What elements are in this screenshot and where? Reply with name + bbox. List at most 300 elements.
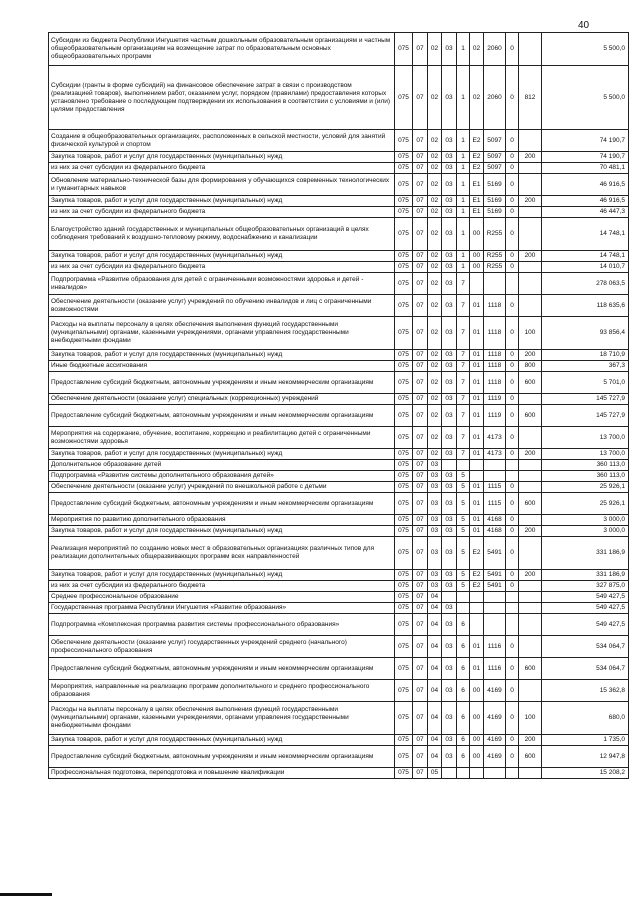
code-subprogram: 1	[457, 163, 470, 174]
code-direction: R255	[484, 251, 506, 262]
code-section: 07	[413, 449, 428, 460]
code-admin: 075	[395, 735, 413, 746]
code-digit: 0	[506, 218, 519, 251]
code-direction	[484, 768, 506, 779]
row-sum: 118 635,6	[542, 295, 629, 317]
code-subprogram: 5	[457, 537, 470, 570]
code-subprogram: 1	[457, 130, 470, 152]
code-event: 01	[470, 515, 484, 526]
row-sum: 46 916,5	[542, 196, 629, 207]
table-row	[49, 482, 629, 493]
row-name: Реализация мероприятий по созданию новых мест в образовательных организациях различных типов для реализации дополнительных общеразвивающих программ всех направленностей	[49, 537, 395, 570]
code-event: E2	[470, 152, 484, 163]
code-subsection: 03	[428, 581, 442, 592]
code-subsection: 02	[428, 394, 442, 405]
row-sum: 12 947,8	[542, 746, 629, 768]
code-subsection: 02	[428, 295, 442, 317]
code-subsection: 02	[428, 196, 442, 207]
code-section: 07	[413, 515, 428, 526]
row-sum: 680,0	[542, 702, 629, 735]
code-subprogram: 7	[457, 405, 470, 427]
code-subprogram: 5	[457, 581, 470, 592]
code-section: 07	[413, 482, 428, 493]
code-subsection: 04	[428, 658, 442, 680]
code-event: 00	[470, 746, 484, 768]
row-sum: 25 926,1	[542, 482, 629, 493]
code-expense-type	[519, 33, 542, 66]
code-subsection: 02	[428, 317, 442, 350]
code-expense-type: 200	[519, 449, 542, 460]
bottom-rule	[0, 893, 52, 896]
code-subprogram: 5	[457, 482, 470, 493]
code-program: 03	[442, 636, 457, 658]
code-digit: 0	[506, 405, 519, 427]
code-direction: 5097	[484, 130, 506, 152]
code-admin: 075	[395, 427, 413, 449]
code-expense-type: 200	[519, 152, 542, 163]
table-row	[49, 163, 629, 174]
code-subsection: 02	[428, 66, 442, 130]
budget-table	[48, 32, 629, 779]
code-program: 03	[442, 427, 457, 449]
code-section: 07	[413, 471, 428, 482]
code-section: 07	[413, 768, 428, 779]
row-sum: 74 190,7	[542, 152, 629, 163]
code-direction: 5169	[484, 207, 506, 218]
code-subsection: 03	[428, 537, 442, 570]
code-subsection: 02	[428, 152, 442, 163]
code-admin: 075	[395, 746, 413, 768]
code-expense-type	[519, 636, 542, 658]
row-sum: 18 710,9	[542, 350, 629, 361]
code-event: 00	[470, 262, 484, 273]
code-direction: 4169	[484, 680, 506, 702]
code-section: 07	[413, 273, 428, 295]
code-direction: 5097	[484, 152, 506, 163]
code-event: 01	[470, 526, 484, 537]
code-event	[470, 614, 484, 636]
code-digit: 0	[506, 394, 519, 405]
code-subprogram: 5	[457, 570, 470, 581]
table-row	[49, 526, 629, 537]
code-admin: 075	[395, 515, 413, 526]
code-event: 00	[470, 251, 484, 262]
code-subprogram: 6	[457, 636, 470, 658]
code-subsection: 03	[428, 515, 442, 526]
code-section: 07	[413, 526, 428, 537]
table-row	[49, 394, 629, 405]
row-sum: 13 700,0	[542, 427, 629, 449]
code-section: 07	[413, 636, 428, 658]
row-sum: 15 362,8	[542, 680, 629, 702]
code-event: E1	[470, 196, 484, 207]
code-digit: 0	[506, 581, 519, 592]
code-digit: 0	[506, 317, 519, 350]
code-event	[470, 471, 484, 482]
code-program: 03	[442, 350, 457, 361]
code-program: 03	[442, 174, 457, 196]
code-subsection: 02	[428, 273, 442, 295]
table-row	[49, 537, 629, 570]
code-subprogram: 1	[457, 33, 470, 66]
code-program: 03	[442, 702, 457, 735]
row-sum: 5 500,0	[542, 33, 629, 66]
table-row	[49, 680, 629, 702]
code-digit	[506, 460, 519, 471]
code-admin: 075	[395, 130, 413, 152]
code-digit: 0	[506, 66, 519, 130]
budget-table-container	[48, 32, 628, 779]
code-expense-type: 200	[519, 526, 542, 537]
code-subprogram: 7	[457, 449, 470, 460]
code-section: 07	[413, 130, 428, 152]
code-digit: 0	[506, 746, 519, 768]
code-event: 01	[470, 405, 484, 427]
code-subprogram: 1	[457, 196, 470, 207]
table-row	[49, 273, 629, 295]
code-program	[442, 768, 457, 779]
code-program	[442, 592, 457, 603]
code-direction: 5169	[484, 196, 506, 207]
code-digit: 0	[506, 361, 519, 372]
code-expense-type	[519, 207, 542, 218]
code-event: 00	[470, 702, 484, 735]
code-subsection: 04	[428, 746, 442, 768]
code-program: 03	[442, 471, 457, 482]
row-sum: 13 700,0	[542, 449, 629, 460]
code-subsection: 02	[428, 449, 442, 460]
row-name: Обеспечение деятельности (оказание услуг) учреждений по внешкольной работе с детьми	[49, 482, 395, 493]
code-section: 07	[413, 66, 428, 130]
code-subsection: 02	[428, 207, 442, 218]
code-event: E1	[470, 207, 484, 218]
code-admin: 075	[395, 394, 413, 405]
code-digit	[506, 273, 519, 295]
code-direction	[484, 460, 506, 471]
code-subprogram	[457, 592, 470, 603]
code-digit	[506, 768, 519, 779]
row-name: Обновление материально-технической базы для формирования у обучающихся современных технологических и гуманитарных навыков	[49, 174, 395, 196]
code-admin: 075	[395, 295, 413, 317]
code-event: 01	[470, 493, 484, 515]
row-name: Предоставление субсидий бюджетным, автономным учреждениям и иным некоммерческим организациям	[49, 372, 395, 394]
code-subsection: 03	[428, 482, 442, 493]
table-row	[49, 735, 629, 746]
table-row	[49, 460, 629, 471]
code-admin: 075	[395, 207, 413, 218]
code-section: 07	[413, 350, 428, 361]
row-sum: 367,3	[542, 361, 629, 372]
code-program: 03	[442, 537, 457, 570]
code-event: E2	[470, 581, 484, 592]
code-event	[470, 603, 484, 614]
table-row	[49, 449, 629, 460]
table-row	[49, 581, 629, 592]
code-subsection: 04	[428, 702, 442, 735]
row-name: Предоставление субсидий бюджетным, автономным учреждениям и иным некоммерческим организациям	[49, 405, 395, 427]
row-name: из них за счет субсидии из федерального бюджета	[49, 262, 395, 273]
code-subprogram	[457, 768, 470, 779]
code-subsection: 02	[428, 372, 442, 394]
code-section: 07	[413, 295, 428, 317]
table-row	[49, 218, 629, 251]
code-admin: 075	[395, 273, 413, 295]
table-row	[49, 471, 629, 482]
code-digit: 0	[506, 207, 519, 218]
row-sum: 14 748,1	[542, 251, 629, 262]
code-subsection: 02	[428, 33, 442, 66]
code-direction: 4169	[484, 746, 506, 768]
code-direction: 1116	[484, 636, 506, 658]
code-direction: 5491	[484, 537, 506, 570]
code-event: E2	[470, 163, 484, 174]
code-section: 07	[413, 427, 428, 449]
row-name: Предоставление субсидий бюджетным, автономным учреждениям и иным некоммерческим организациям	[49, 746, 395, 768]
code-section: 07	[413, 152, 428, 163]
code-section: 07	[413, 460, 428, 471]
code-admin: 075	[395, 768, 413, 779]
table-row	[49, 592, 629, 603]
code-subprogram: 1	[457, 262, 470, 273]
row-sum: 46 447,3	[542, 207, 629, 218]
table-row	[49, 372, 629, 394]
code-program: 03	[442, 196, 457, 207]
code-digit: 0	[506, 152, 519, 163]
code-digit: 0	[506, 427, 519, 449]
code-digit: 0	[506, 449, 519, 460]
code-event: E1	[470, 174, 484, 196]
code-subprogram	[457, 460, 470, 471]
code-admin: 075	[395, 405, 413, 427]
code-expense-type	[519, 262, 542, 273]
code-program: 03	[442, 394, 457, 405]
code-section: 07	[413, 174, 428, 196]
row-sum: 14 748,1	[542, 218, 629, 251]
row-sum: 360 113,0	[542, 471, 629, 482]
row-sum: 549 427,5	[542, 603, 629, 614]
code-admin: 075	[395, 603, 413, 614]
code-digit: 0	[506, 636, 519, 658]
row-name: из них за счет субсидии из федерального бюджета	[49, 207, 395, 218]
code-program: 03	[442, 251, 457, 262]
code-digit: 0	[506, 570, 519, 581]
code-digit: 0	[506, 295, 519, 317]
code-program: 03	[442, 262, 457, 273]
code-program: 03	[442, 33, 457, 66]
code-digit	[506, 592, 519, 603]
code-direction: 2060	[484, 66, 506, 130]
code-subsection: 02	[428, 218, 442, 251]
code-section: 07	[413, 493, 428, 515]
row-sum: 25 926,1	[542, 493, 629, 515]
row-name: Расходы на выплаты персоналу в целях обеспечения выполнения функций государственными (муниципальными) органами, казенными учреждениями, органами управления государственными внебюджетными фондами	[49, 317, 395, 350]
code-direction: 1118	[484, 317, 506, 350]
row-name: Обеспечение деятельности (оказание услуг) учреждений по обучению инвалидов и лиц с ограниченными возможностями	[49, 295, 395, 317]
code-direction: R255	[484, 262, 506, 273]
table-row	[49, 207, 629, 218]
row-sum: 3 000,0	[542, 515, 629, 526]
row-name: Иные бюджетные ассигнования	[49, 361, 395, 372]
code-subsection: 02	[428, 262, 442, 273]
code-event: E2	[470, 570, 484, 581]
code-event: 01	[470, 350, 484, 361]
table-row	[49, 405, 629, 427]
code-subprogram: 1	[457, 174, 470, 196]
code-expense-type: 800	[519, 361, 542, 372]
row-name: Закупка товаров, работ и услуг для государственных (муниципальных) нужд	[49, 196, 395, 207]
row-name: Мероприятия на содержание, обучение, воспитание, коррекцию и реабилитацию детей с ограниченными возможностями здоровья	[49, 427, 395, 449]
row-name: Обеспечение деятельности (оказание услуг) специальных (коррекционных) учреждений	[49, 394, 395, 405]
code-digit: 0	[506, 372, 519, 394]
row-name: Расходы на выплаты персоналу в целях обеспечения выполнения функций государственными (муниципальными) органами, казенными учреждениями, органами управления государственными внебюджетными фондами	[49, 702, 395, 735]
table-row	[49, 702, 629, 735]
code-expense-type	[519, 273, 542, 295]
code-event: 01	[470, 427, 484, 449]
code-expense-type	[519, 218, 542, 251]
code-expense-type	[519, 471, 542, 482]
row-name: из них за счет субсидии из федерального бюджета	[49, 163, 395, 174]
code-program: 03	[442, 295, 457, 317]
table-row	[49, 636, 629, 658]
row-sum: 145 727,9	[542, 394, 629, 405]
code-event: 02	[470, 33, 484, 66]
code-subsection: 04	[428, 603, 442, 614]
code-program: 03	[442, 66, 457, 130]
code-expense-type: 100	[519, 702, 542, 735]
code-expense-type: 600	[519, 746, 542, 768]
code-subprogram: 1	[457, 218, 470, 251]
code-subsection: 03	[428, 471, 442, 482]
code-admin: 075	[395, 350, 413, 361]
table-row	[49, 515, 629, 526]
row-name: Дополнительное образование детей	[49, 460, 395, 471]
code-subprogram: 7	[457, 273, 470, 295]
code-admin: 075	[395, 581, 413, 592]
code-subsection: 02	[428, 405, 442, 427]
row-name: Закупка товаров, работ и услуг для государственных (муниципальных) нужд	[49, 449, 395, 460]
row-name: Мероприятия, направленные на реализацию программ дополнительного и среднего профессионального образования	[49, 680, 395, 702]
code-direction	[484, 603, 506, 614]
code-digit	[506, 614, 519, 636]
code-subsection: 04	[428, 735, 442, 746]
code-admin: 075	[395, 526, 413, 537]
code-section: 07	[413, 196, 428, 207]
code-admin: 075	[395, 570, 413, 581]
row-sum: 360 113,0	[542, 460, 629, 471]
code-event: E2	[470, 537, 484, 570]
code-admin: 075	[395, 163, 413, 174]
code-direction: 4168	[484, 515, 506, 526]
code-program: 03	[442, 405, 457, 427]
code-section: 07	[413, 735, 428, 746]
code-direction: 1118	[484, 350, 506, 361]
code-program: 03	[442, 218, 457, 251]
code-section: 07	[413, 592, 428, 603]
code-section: 07	[413, 251, 428, 262]
row-sum: 70 481,1	[542, 163, 629, 174]
code-subprogram: 5	[457, 515, 470, 526]
budget-table-body	[49, 33, 629, 779]
table-row	[49, 493, 629, 515]
code-program: 03	[442, 493, 457, 515]
row-name: Подпрограмма «Развитие системы дополнительного образования детей»	[49, 471, 395, 482]
code-expense-type	[519, 614, 542, 636]
code-digit: 0	[506, 735, 519, 746]
code-subprogram: 6	[457, 680, 470, 702]
code-admin: 075	[395, 196, 413, 207]
code-direction: 1115	[484, 482, 506, 493]
code-expense-type	[519, 163, 542, 174]
code-direction	[484, 592, 506, 603]
code-event: E2	[470, 130, 484, 152]
row-name: Профессиональная подготовка, переподготовка и повышение квалификации	[49, 768, 395, 779]
code-event: 01	[470, 658, 484, 680]
table-row	[49, 317, 629, 350]
table-row	[49, 603, 629, 614]
row-name: Создание в общеобразовательных организациях, расположенных в сельской местности, условий для занятий физической культурой и спортом	[49, 130, 395, 152]
code-expense-type: 600	[519, 405, 542, 427]
table-row	[49, 130, 629, 152]
table-row	[49, 570, 629, 581]
code-program: 03	[442, 317, 457, 350]
row-name: Благоустройство зданий государственных и муниципальных общеобразовательных организаций в целях соблюдения требований к воздушно-тепловому режиму, водоснабжению и канализации	[49, 218, 395, 251]
code-direction	[484, 471, 506, 482]
code-digit: 0	[506, 350, 519, 361]
code-event	[470, 460, 484, 471]
code-program: 03	[442, 614, 457, 636]
code-expense-type	[519, 537, 542, 570]
table-row	[49, 427, 629, 449]
row-name: из них за счет субсидии из федерального бюджета	[49, 581, 395, 592]
code-expense-type: 600	[519, 372, 542, 394]
code-direction: 1119	[484, 394, 506, 405]
code-direction: 5491	[484, 581, 506, 592]
code-subsection: 02	[428, 130, 442, 152]
code-expense-type	[519, 680, 542, 702]
code-program: 03	[442, 581, 457, 592]
code-expense-type: 200	[519, 196, 542, 207]
code-program: 03	[442, 372, 457, 394]
code-admin: 075	[395, 317, 413, 350]
code-expense-type: 200	[519, 251, 542, 262]
code-digit: 0	[506, 196, 519, 207]
table-row	[49, 746, 629, 768]
code-section: 07	[413, 33, 428, 66]
code-subsection: 03	[428, 570, 442, 581]
code-subsection: 02	[428, 427, 442, 449]
code-expense-type	[519, 482, 542, 493]
code-digit	[506, 471, 519, 482]
code-subsection: 05	[428, 768, 442, 779]
code-event: 01	[470, 361, 484, 372]
code-event: 01	[470, 394, 484, 405]
code-section: 07	[413, 405, 428, 427]
code-section: 07	[413, 163, 428, 174]
row-name: Подпрограмма «Комплексная программа развития системы профессионального образования»	[49, 614, 395, 636]
code-event	[470, 768, 484, 779]
row-name: Закупка товаров, работ и услуг для государственных (муниципальных) нужд	[49, 526, 395, 537]
code-program: 03	[442, 482, 457, 493]
row-name: Закупка товаров, работ и услуг для государственных (муниципальных) нужд	[49, 735, 395, 746]
code-digit: 0	[506, 526, 519, 537]
code-direction	[484, 273, 506, 295]
table-row	[49, 196, 629, 207]
code-section: 07	[413, 603, 428, 614]
row-sum: 5 701,0	[542, 372, 629, 394]
code-subprogram: 7	[457, 295, 470, 317]
code-section: 07	[413, 581, 428, 592]
row-name: Подпрограмма «Развитие образования для детей с ограниченными возможностями здоровья и детей - инвалидов»	[49, 273, 395, 295]
